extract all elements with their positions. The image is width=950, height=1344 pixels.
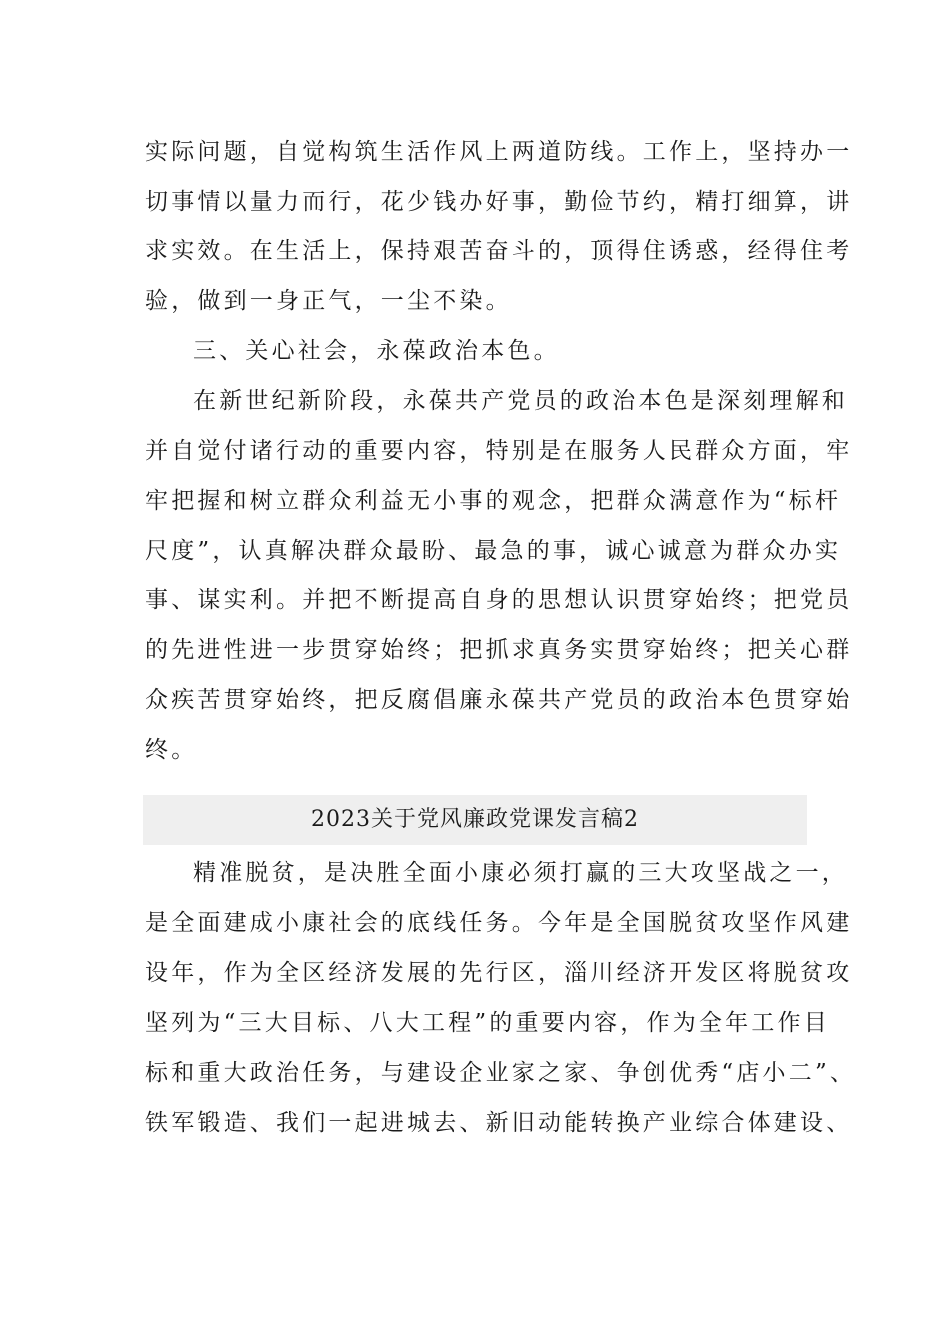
- paragraph-line: 实际问题，自觉构筑生活作风上两道防线。工作上，坚持办一: [145, 139, 853, 165]
- paragraph-line: 求实效。在生活上，保持艰苦奋斗的，顶得住诱惑，经得住考: [145, 238, 853, 264]
- paragraph-line: 事、谋实利。并把不断提高自身的思想认识贯穿始终；把党员: [145, 587, 853, 613]
- paragraph-line: 标和重大政治任务，与建设企业家之家、争创优秀“店小二”、: [145, 1060, 857, 1086]
- paragraph-line: 众疾苦贯穿始终，把反腐倡廉永葆共产党员的政治本色贯穿始: [145, 687, 853, 713]
- paragraph-line: 终。: [145, 737, 198, 763]
- paragraph-line: 铁军锻造、我们一起进城去、新旧动能转换产业综合体建设、: [145, 1110, 853, 1136]
- paragraph-line: 的先进性进一步贯穿始终；把抓求真务实贯穿始终；把关心群: [145, 637, 853, 663]
- section-heading: 三、关心社会，永葆政治本色。: [193, 338, 560, 364]
- paragraph-line: 牢把握和树立群众利益无小事的观念，把群众满意作为“标杆: [145, 488, 842, 514]
- paragraph-line: 设年，作为全区经济发展的先行区，淄川经济开发区将脱贫攻: [145, 960, 853, 986]
- paragraph-line: 切事情以量力而行，花少钱办好事，勤俭节约，精打细算，讲: [145, 189, 853, 215]
- article-title-band: [143, 795, 807, 845]
- paragraph-line: 是全面建成小康社会的底线任务。今年是全国脱贫攻坚作风建: [145, 910, 853, 936]
- paragraph-line: 验，做到一身正气，一尘不染。: [145, 288, 512, 314]
- paragraph-line: 坚列为“三大目标、八大工程”的重要内容，作为全年工作目: [145, 1010, 830, 1036]
- paragraph-line: 在新世纪新阶段，永葆共产党员的政治本色是深刻理解和: [193, 388, 848, 414]
- paragraph-line: 并自觉付诸行动的重要内容，特别是在服务人民群众方面，牢: [145, 438, 853, 464]
- article-title: 2023关于党风廉政党课发言稿2: [311, 807, 639, 832]
- paragraph-line: 精准脱贫，是决胜全面小康必须打赢的三大攻坚战之一，: [193, 860, 848, 886]
- paragraph-line: 尺度”，认真解决群众最盼、最急的事，诚心诚意为群众办实: [145, 538, 842, 564]
